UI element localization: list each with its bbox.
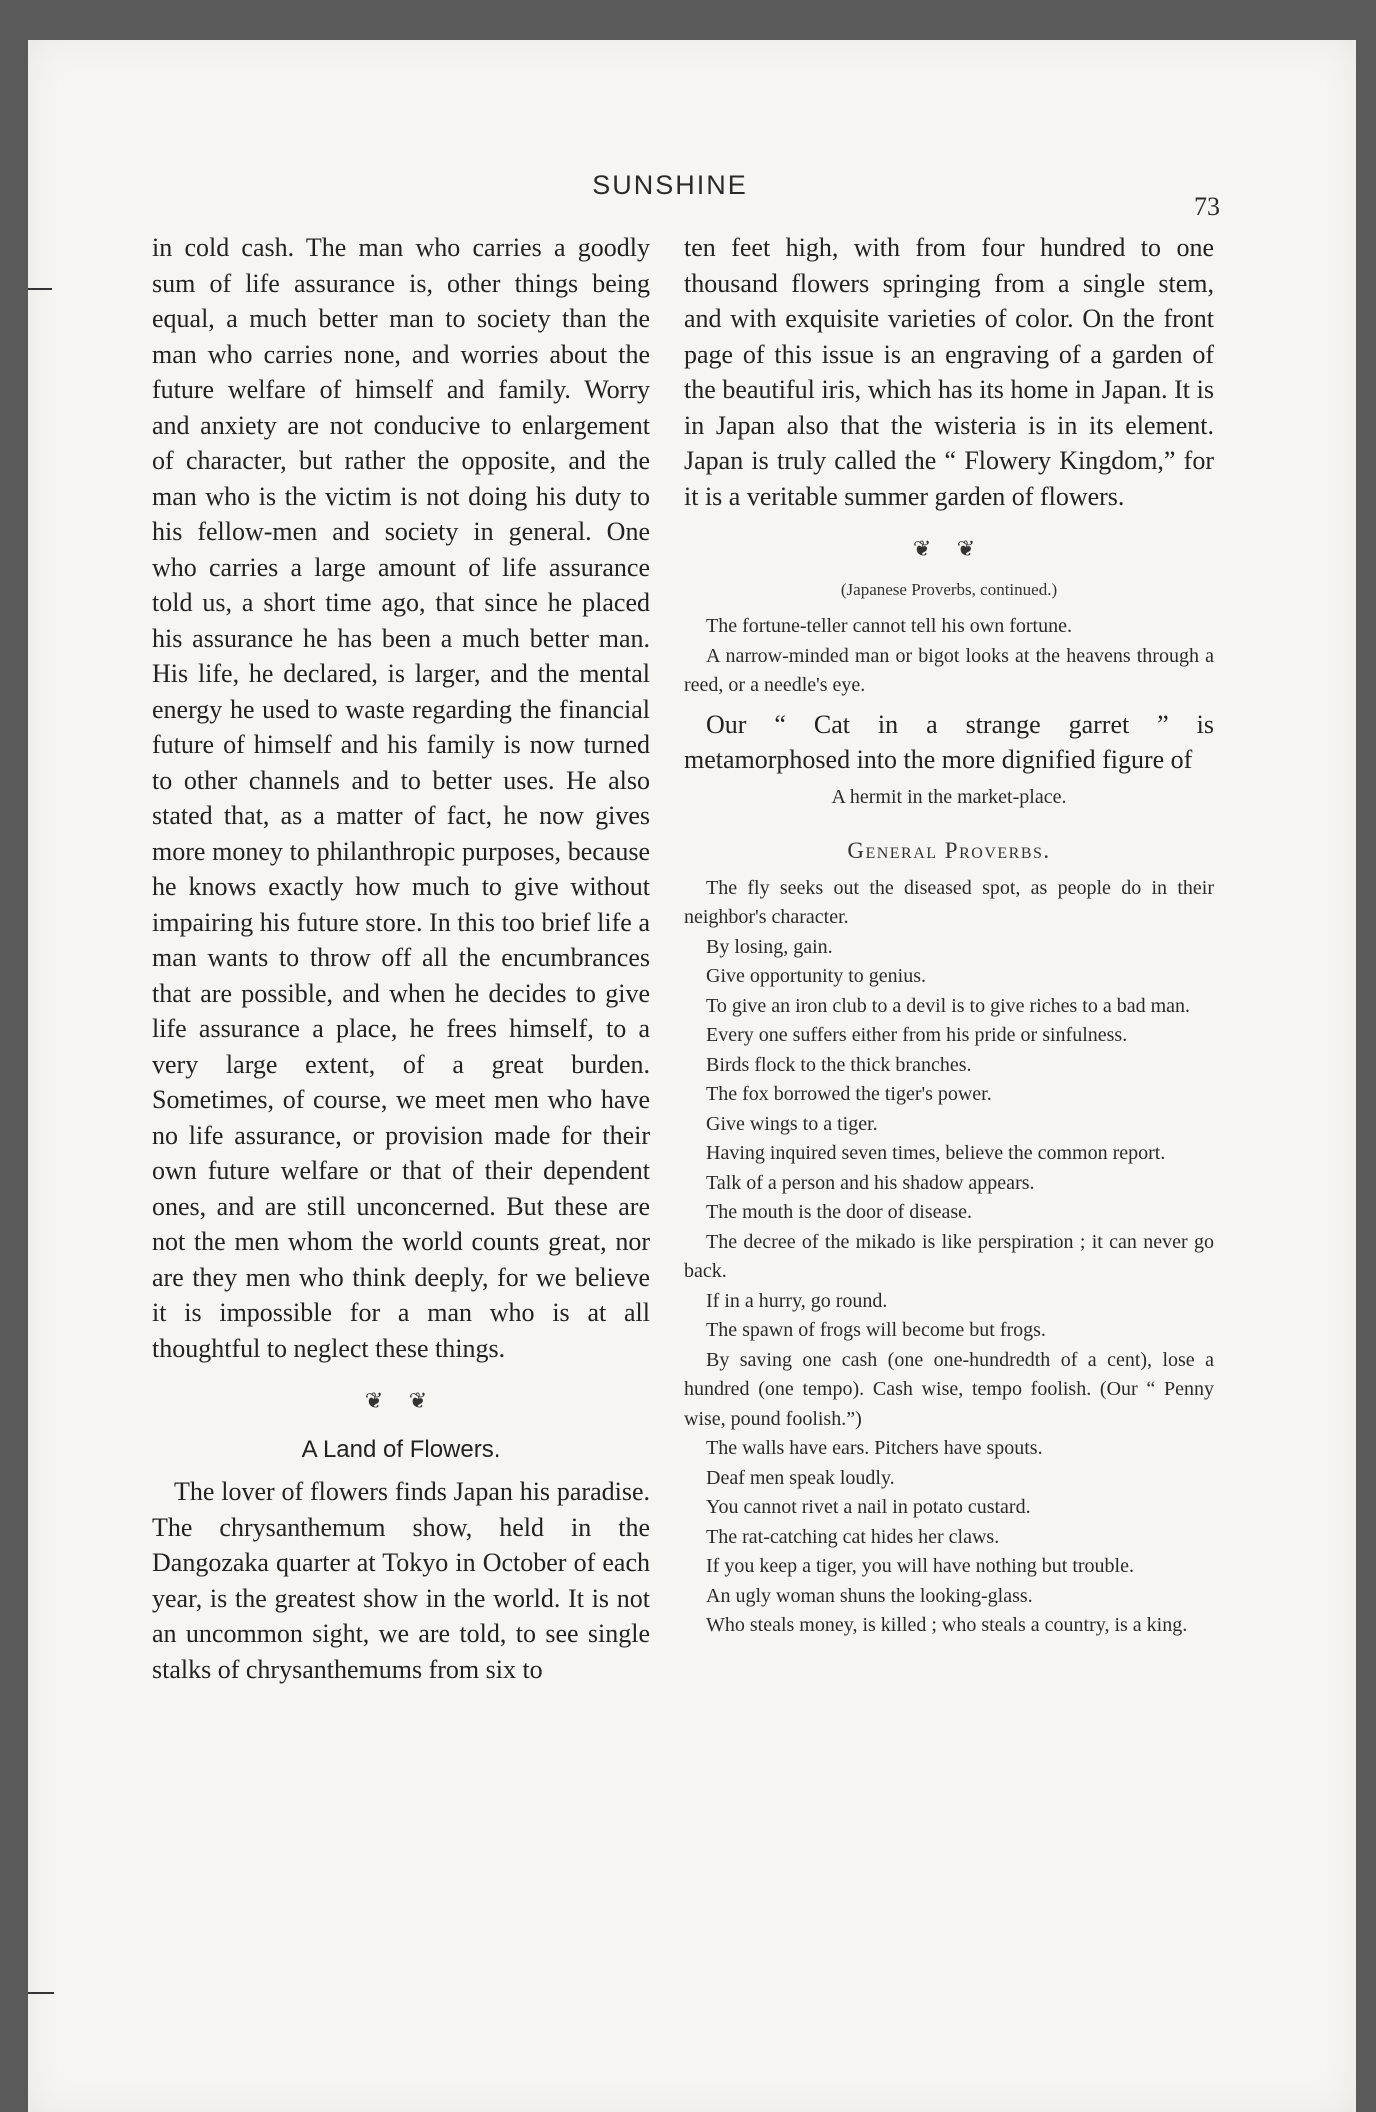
proverb: Deaf men speak loudly.: [706, 1466, 895, 1489]
hermit-line: A hermit in the market-place.: [831, 785, 1067, 808]
proverb: If in a hurry, go round.: [706, 1289, 888, 1312]
proverb: If you keep a tiger, you will have nothing but trouble.: [706, 1555, 1134, 1577]
page-number: 73: [1194, 192, 1220, 221]
proverb: Give wings to a tiger.: [706, 1112, 878, 1135]
running-head: SUNSHINE: [592, 170, 748, 200]
proverb: The fortune-teller cannot tell his own fortune.: [706, 615, 1072, 637]
proverb: A narrow-minded man or bigot looks at the heavens through a reed, or a needle's eye.: [684, 644, 1214, 696]
proverb-list-japanese: [684, 612, 1214, 701]
proverb-list-general: [684, 874, 1214, 1641]
section-title: A Land of Flowers.: [301, 1436, 501, 1463]
proverb: An ugly woman shuns the looking-glass.: [706, 1584, 1033, 1607]
proverb: The fox borrowed the tiger's power.: [706, 1083, 992, 1105]
proverb: Every one suffers either from his pride or sinfulness.: [706, 1024, 1128, 1046]
proverb: The decree of the mikado is like perspiration ; it can never go back.: [684, 1230, 1214, 1282]
proverb: The rat-catching cat hides her claws.: [706, 1525, 1000, 1548]
proverb: By losing, gain.: [706, 935, 833, 958]
proverb: Birds flock to the thick branches.: [706, 1053, 972, 1076]
ornament-divider: ❦ ❦: [912, 536, 986, 561]
proverb: Talk of a person and his shadow appears.: [706, 1171, 1035, 1194]
ornament-divider: ❦ ❦: [364, 1388, 438, 1413]
proverb: By saving one cash (one one-hundredth of a cent), lose a hundred (one tempo). Cash wise, tempo foolish. (Our “ Penny wise, pound foolish.”): [684, 1348, 1214, 1430]
proverb: Who steals money, is killed ; who steals a country, is a king.: [706, 1614, 1188, 1636]
page-header: [0, 170, 1376, 221]
margin-mark: [28, 288, 52, 290]
assurance-paragraph: in cold cash. The man who carries a goodly sum of life assurance is, other things being equal, a much better man to society than the man who carries none, and worries about the future welfare of himself and family. Worry and anxiety are not conducive to enlargement of character, but rather the opposite, and the man who is the victim is not doing his duty to his fellow-men and society in general. One who carries a large amount of life assurance told us, a short time ago, that since he placed his assurance he has been a much better man. His life, he declared, is larger, and the mental energy he used to waste regarding the financial future of himself and his family is now turned to other channels and to better uses. He also stated that, as a matter of fact, he now gives more money to philanthropic purposes, because he knows exactly how much to give without impairing his future store. In this too brief life a man wants to throw off all the encumbrances that are possible, and when he decides to give life assurance a place, he frees himself, to a very large extent, of a great burden. Sometimes, of course, we meet men who have no life assurance, or provision made for their own future welfare or that of their dependent ones, and are still unconcerned. But these are not the men whom the world counts great, nor are they men who think deeply, for we believe it is impossible for a man who is at all thoughtful to neglect these things.: [152, 233, 650, 1363]
proverb: To give an iron club to a devil is to give riches to a bad man.: [706, 994, 1191, 1017]
cat-paragraph: Our “ Cat in a strange garret ” is metamorphosed into the more dignified figure of: [684, 709, 1214, 774]
flowers-paragraph: The lover of flowers finds Japan his paradise. The chrysanthemum show, held in the Dangozaka quarter at Tokyo in October of each year, is the greatest show in the world. It is not an uncommon sight, we are told, to see single stalks of chrysanthemums from six to: [152, 1477, 650, 1684]
left-column: [152, 230, 650, 1687]
proverb: The spawn of frogs will become but frogs.: [706, 1319, 1046, 1341]
continued-note: (Japanese Proverbs, continued.): [840, 580, 1058, 599]
flowers-paragraph-continued: ten feet high, with from four hundred to one thousand flowers springing from a single stem, and with exquisite varieties of color. On the front page of this issue is an engraving of a garden of the beautiful iris, which has its home in Japan. It is in Japan also that the wisteria is in its element. Japan is truly called the “ Flowery Kingdom,” for it is a veritable summer garden of flowers.: [684, 233, 1214, 511]
proverb: Having inquired seven times, believe the common report.: [706, 1142, 1166, 1164]
right-column: [684, 230, 1214, 1641]
proverb: You cannot rivet a nail in potato custard.: [706, 1496, 1031, 1518]
proverb: Give opportunity to genius.: [706, 965, 926, 987]
proverb: The walls have ears. Pitchers have spouts.: [706, 1437, 1043, 1459]
proverb: The fly seeks out the diseased spot, as people do in their neighbor's character.: [684, 876, 1214, 928]
proverb: The mouth is the door of disease.: [706, 1201, 973, 1223]
general-proverbs-title: General Proverbs.: [847, 837, 1051, 863]
margin-mark: [28, 1992, 54, 1994]
